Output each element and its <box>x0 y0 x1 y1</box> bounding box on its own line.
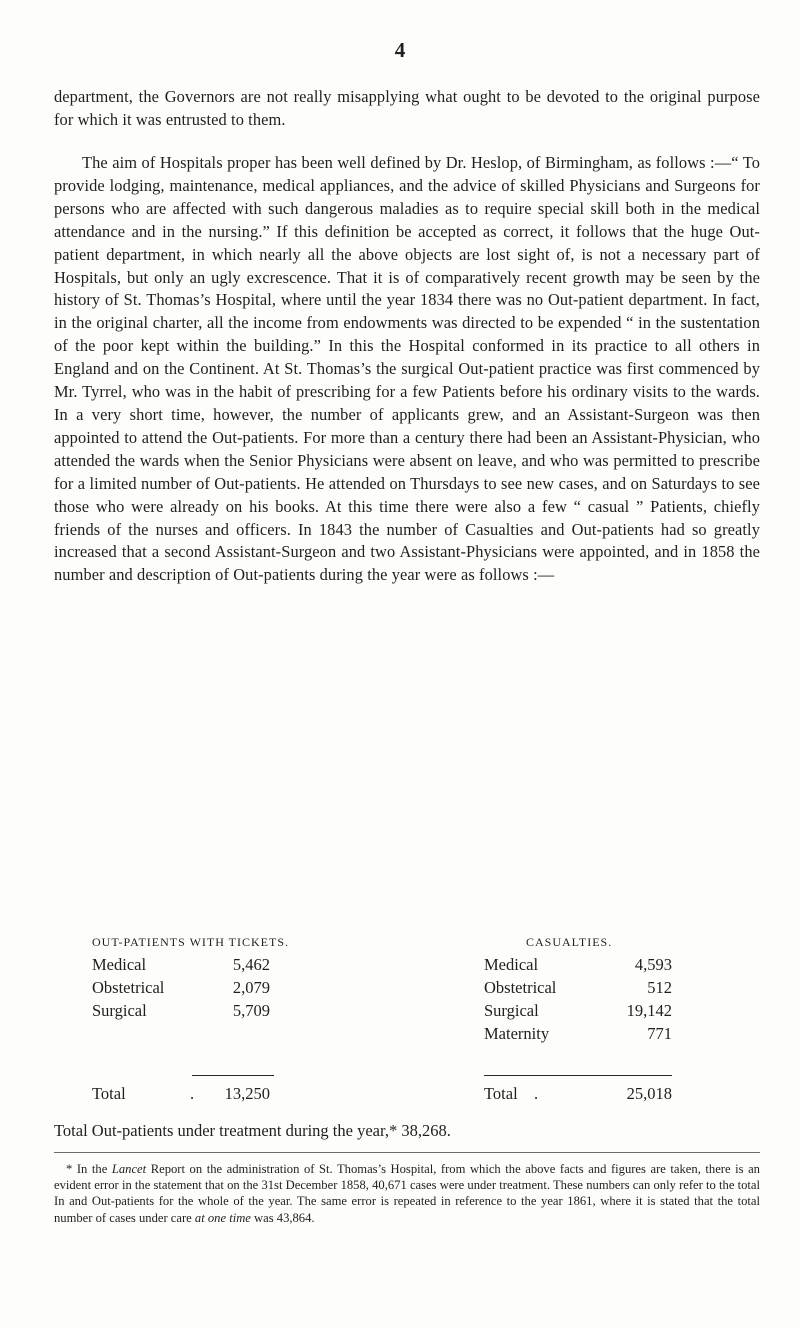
footnote-journal: Lancet <box>111 1162 147 1176</box>
footnote-text-after: was 43,864. <box>250 1210 315 1225</box>
total-label: Total <box>92 1084 126 1103</box>
total-summary: Total Out-patients under treatment during the year,* 38,268. <box>54 1121 451 1140</box>
casualties-column <box>484 935 684 1103</box>
row-label: Surgical <box>484 1001 539 1020</box>
row-label: Surgical <box>92 1001 147 1020</box>
row-value: 5,462 <box>232 955 270 974</box>
out-patients-heading: OUT-PATIENTS WITH TICKETS. <box>92 935 290 949</box>
row-value: 2,079 <box>232 978 270 997</box>
row-value: 512 <box>647 978 672 997</box>
paragraph-hospital-history: The aim of Hospitals proper has been well defined by Dr. Heslop, of Birmingham, as follows :—“ To provide lodging, maintenance, medical appliances, and the advice of skilled Physicians and Surgeons for persons who are affected with such dangerous maladies as to require special skill both in the medical attendance and in the nursing.” If this definition be accepted as correct, it follows that the huge Out-patient department, in which nearly all the above objects are lost sight of, is not a necessary part of Hospitals, but only an ugly excrescence. That it is of comparatively recent growth may be seen by the history of St. Thomas’s Hospital, where until the year 1834 there was no Out-patient department. In fact, in the original charter, all the income from endowments was directed to be expended “ in the sustentation of the poor kept within the building.” In this the Hospital conformed in its practice to all others in England and on the Continent. At St. Thomas’s the surgical Out-patient practice was first commenced by Mr. Tyrrel, who was in the habit of prescribing for a few Patients before his ordinary visits to the wards. In a very short time, however, the number of applicants grew, and an Assistant-Surgeon was then appointed to attend the Out-patients. For more than a century there had been an Assistant-Physician, who attended the wards when the Senior Physicians were absent on leave, and who was permitted to prescribe for a limited number of Out-patients. He attended on Thursdays to see new cases, and on Saturdays to see those who were already on his books. At this time there were also a few “ casual ” Patients, chiefly friends of the nurses and officers. In 1843 the number of Casualties and Out-patients had so greatly increased that a second Assistant-Surgeon and two Assistant-Physicians were appointed, and in 1858 the number and description of Out-patients during the year were as follows :— <box>54 153 760 585</box>
footnote-divider <box>54 1152 760 1153</box>
row-value: 4,593 <box>634 955 672 974</box>
page-number: 4 <box>394 38 406 62</box>
out-patients-column <box>92 935 322 1103</box>
row-label: Obstetrical <box>484 978 557 997</box>
paragraph-intro: department, the Governors are not really misapplying what ought to be devoted to the original purpose for which it was entrusted to them. <box>54 87 760 129</box>
casualties-heading: CASUALTIES. <box>526 935 613 949</box>
row-label: Medical <box>92 955 147 974</box>
total-rule <box>192 1075 274 1076</box>
total-value: 25,018 <box>626 1084 672 1103</box>
footnote-emphasis: at one time <box>194 1210 251 1225</box>
footnote-text-middle: Report on the administration of St. Thomas’s Hospital, from which the above facts and figures are taken, there is an evident error in the statement that on the 31st December 1858, 40,671 cases were under treatment. These numbers can only refer to the total In and Out-patients for the whole of the year. The same error is repeated in reference to the year 1861, where it is stated that the total number of cases under care <box>54 1162 760 1225</box>
row-label: Medical <box>484 955 539 974</box>
total-leader: . <box>534 1084 539 1103</box>
total-rule <box>484 1075 672 1076</box>
row-value: 771 <box>647 1024 672 1043</box>
row-value: 5,709 <box>232 1001 270 1020</box>
total-label: Total <box>484 1084 518 1103</box>
row-value: 19,142 <box>626 1001 672 1020</box>
total-leader: . <box>190 1084 195 1103</box>
row-label: Obstetrical <box>92 978 165 997</box>
footnote <box>54 1161 760 1226</box>
total-value: 13,250 <box>224 1084 270 1103</box>
footnote-text-before: In the <box>72 1162 112 1176</box>
row-label: Maternity <box>484 1024 550 1043</box>
footnote-marker: * <box>66 1162 73 1176</box>
patients-table <box>0 935 800 1103</box>
